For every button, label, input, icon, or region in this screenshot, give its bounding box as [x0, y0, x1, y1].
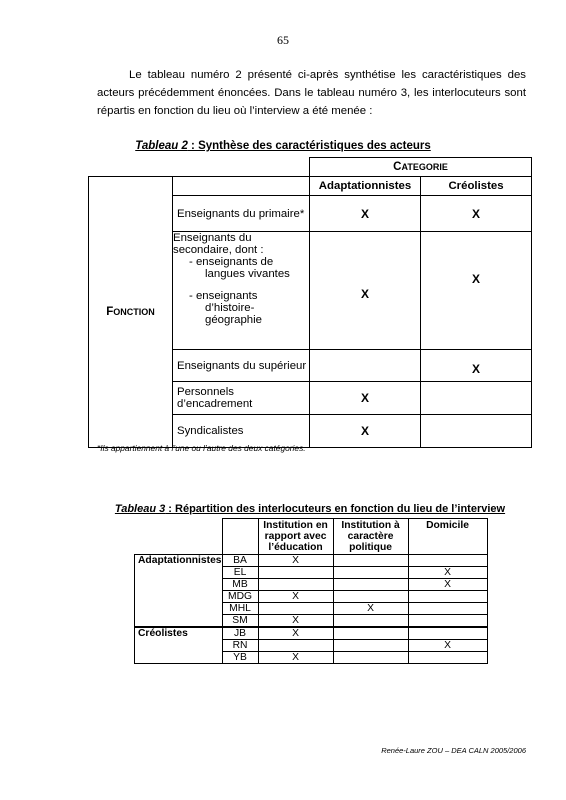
mark-primaire-creol: X	[421, 196, 532, 232]
mark-jb-education: X	[258, 627, 333, 640]
header-institution-politique: Institution à caractère politique	[333, 519, 408, 555]
mark-superieur-creol: X	[421, 350, 532, 382]
mark-secondaire-creol: X	[421, 232, 532, 350]
header-institution-education: Institution en rapport avec l’éducation	[258, 519, 333, 555]
fonction-header: FONCTION	[89, 177, 173, 448]
page-number: 65	[277, 33, 289, 47]
categorie-header: CATEGORIE	[310, 158, 532, 177]
col-adaptationnistes: Adaptationnistes	[310, 177, 421, 196]
table3-caption-label: Tableau 3	[114, 503, 166, 515]
table3-caption	[0, 503, 566, 515]
header-domicile: Domicile	[408, 519, 487, 555]
mark-mhl-politique: X	[333, 603, 408, 615]
col-creolistes: Créolistes	[421, 177, 532, 196]
code-el: EL	[222, 567, 258, 579]
code-rn: RN	[222, 640, 258, 652]
code-mdg: MDG	[222, 591, 258, 603]
mark-rn-domicile: X	[408, 640, 487, 652]
mark-encadrement-adapt: X	[310, 382, 421, 415]
mark-secondaire-adapt: X	[310, 232, 421, 350]
table3	[134, 518, 488, 664]
row-superieur: Enseignants du supérieur	[173, 350, 310, 382]
table2-caption-label: Tableau 2	[135, 140, 188, 152]
mark-mb-domicile: X	[408, 579, 487, 591]
group-creolistes: Créolistes	[135, 627, 223, 664]
secondaire-title: Enseignants du secondaire, dont :	[173, 232, 264, 256]
secondaire-item1-cont: langues vivantes	[205, 268, 290, 280]
row-secondaire	[173, 232, 310, 350]
mark-el-domicile: X	[408, 567, 487, 579]
page-footer: Renée-Laure ZOU – DEA CALN 2005/2006	[381, 746, 526, 755]
table2-caption	[0, 140, 566, 152]
mark-sm-education: X	[258, 615, 333, 628]
secondaire-item2-cont: d’histoire-géographie	[205, 302, 263, 326]
row-encadrement: Personnels d’encadrement	[173, 382, 310, 415]
secondaire-item2: - enseignants	[189, 290, 258, 302]
group-adaptationnistes: Adaptationnistes	[135, 555, 223, 628]
code-sm: SM	[222, 615, 258, 628]
mark-primaire-adapt: X	[310, 196, 421, 232]
table2-footnote: *Ils appartiennent à l’une ou l’autre des deux catégories.	[97, 443, 306, 453]
mark-syndicalistes-adapt: X	[310, 415, 421, 448]
code-jb: JB	[222, 627, 258, 640]
mark-yb-education: X	[258, 652, 333, 664]
code-mhl: MHL	[222, 603, 258, 615]
table2	[88, 157, 532, 448]
mark-ba-education: X	[258, 555, 333, 567]
row-syndicalistes: Syndicalistes	[173, 415, 310, 448]
code-ba: BA	[222, 555, 258, 567]
table2-caption-text: : Synthèse des caractéristiques des acteurs	[187, 140, 431, 152]
table3-caption-text: : Répartition des interlocuteurs en fonction du lieu de l’interview	[165, 503, 506, 515]
code-yb: YB	[222, 652, 258, 664]
code-mb: MB	[222, 579, 258, 591]
secondaire-item1: - enseignants de	[189, 256, 274, 268]
intro-paragraph: Le tableau numéro 2 présenté ci-après synthétise les caractéristiques des acteurs précédemment énoncées. Dans le tableau numéro 3, les interlocuteurs sont répartis en fonction du lieu où l’interview a été menée :	[97, 69, 526, 117]
mark-mdg-education: X	[258, 591, 333, 603]
row-primaire: Enseignants du primaire*	[173, 196, 310, 232]
